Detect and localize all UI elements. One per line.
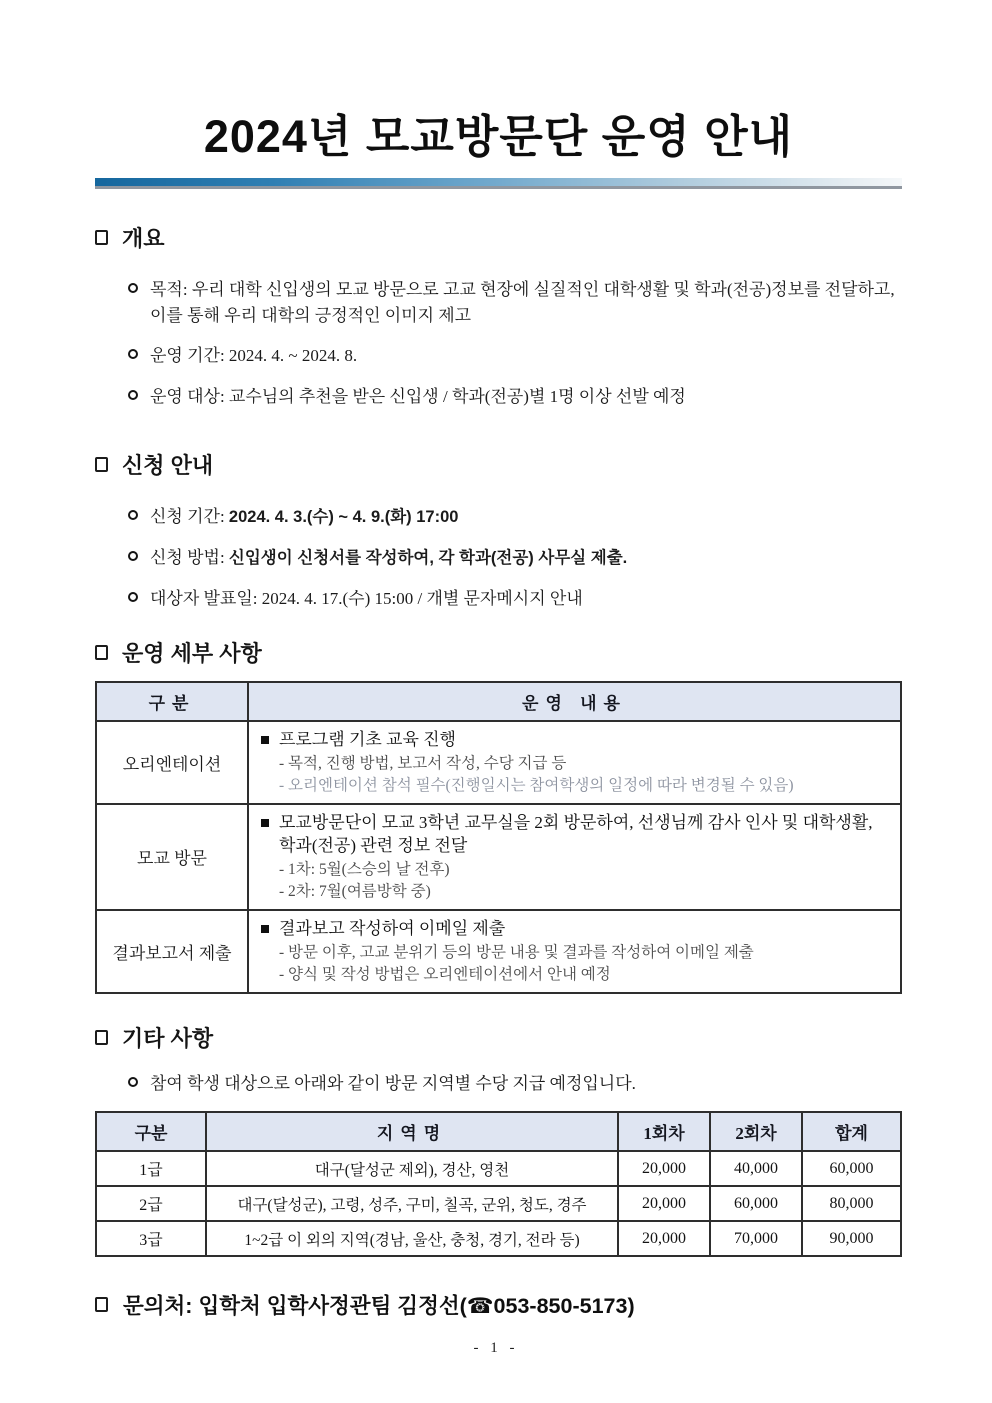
content-sub-line: - 2차: 7월(여름방학 중)	[279, 882, 431, 900]
content-main-text: 결과보고 작성하여 이메일 제출	[279, 918, 506, 938]
list-item-allowance-note	[128, 1071, 902, 1097]
list-item-announce-date	[128, 586, 902, 612]
circle-bullet-icon	[128, 510, 138, 520]
list-item-text: 대상자 발표일: 2024. 4. 17.(수) 15:00 / 개별 문자메시지 안내	[150, 588, 583, 608]
filled-square-icon	[261, 925, 269, 933]
table-row-report	[96, 910, 901, 993]
table-row-visit	[96, 804, 901, 910]
cell-contents	[248, 910, 901, 993]
content-main-text: 모교방문단이 모교 3학년 교무실을 2회 방문하여, 선생님께 감사 인사 및 대학생활, 학과(전공) 관련 정보 전달	[279, 812, 873, 855]
square-bullet-icon	[95, 1030, 108, 1045]
page-title: 2024년 모교방문단 운영 안내	[203, 111, 794, 162]
cell-first: 20,000	[618, 1221, 710, 1256]
document-content	[0, 100, 992, 1320]
content-main-text: 프로그램 기초 교육 진행	[279, 730, 456, 749]
table-row-grade1	[96, 1151, 901, 1186]
square-bullet-icon	[95, 230, 108, 245]
table-row-grade3	[96, 1221, 901, 1256]
section-heading-details	[95, 637, 902, 668]
list-item-target	[128, 384, 902, 410]
table-row-orientation	[96, 721, 901, 804]
title-accent-bar	[95, 178, 902, 189]
column-header-second: 2회차	[710, 1112, 802, 1151]
list-item-apply-method	[128, 545, 902, 571]
square-bullet-icon	[95, 645, 108, 660]
list-item-text	[150, 504, 458, 530]
cell-second: 70,000	[710, 1221, 802, 1256]
content-sub-line: - 오리엔테이션 참석 필수(진행일시는 참여학생의 일정에 따라 변경될 수 있음)	[279, 776, 794, 794]
cell-grade: 2급	[96, 1186, 206, 1221]
list-item-emphasis: 신입생이 신청서를 작성하여, 각 학과(전공) 사무실 제출.	[228, 548, 628, 567]
list-item-emphasis: 2024. 4. 3.(수) ~ 4. 9.(화) 17:00	[228, 508, 459, 526]
table-header-row	[96, 682, 901, 721]
cell-second: 60,000	[710, 1186, 802, 1221]
cell-region: 대구(달성군 제외), 경산, 영천	[206, 1151, 618, 1186]
section-heading-label: 운영 세부 사항	[122, 641, 262, 666]
contact-line	[95, 1289, 902, 1320]
list-item-period	[128, 343, 902, 369]
circle-bullet-icon	[128, 390, 138, 400]
content-sub-line: - 양식 및 작성 방법은 오리엔테이션에서 안내 예정	[279, 965, 611, 983]
cell-contents	[248, 721, 901, 804]
cell-first: 20,000	[618, 1186, 710, 1221]
table-row-grade2	[96, 1186, 901, 1221]
list-item-text: 참여 학생 대상으로 아래와 같이 방문 지역별 수당 지급 예정입니다.	[150, 1073, 636, 1093]
list-item-text: 운영 대상: 교수님의 추천을 받은 신입생 / 학과(전공)별 1명 이상 선발 예정	[150, 386, 686, 406]
column-header-total: 합계	[802, 1112, 901, 1151]
list-item-text: 목적: 우리 대학 신입생의 모교 방문으로 고교 현장에 실질적인 대학생활 및 학과(전공)정보를 전달하고, 이를 통해 우리 대학의 긍정적인 이미지 제고	[150, 280, 895, 325]
content-sub-line: - 1차: 5월(스승의 날 전후)	[279, 860, 450, 878]
list-item-text	[150, 545, 627, 571]
section-heading-label: 신청 안내	[122, 453, 214, 478]
allowance-table	[95, 1111, 902, 1257]
cell-total: 60,000	[802, 1151, 901, 1186]
section-heading-etc	[95, 1022, 902, 1053]
content-main-line	[261, 729, 888, 752]
cell-category: 모교 방문	[96, 804, 248, 910]
cell-total: 80,000	[802, 1186, 901, 1221]
content-sub-line: - 방문 이후, 고교 분위기 등의 방문 내용 및 결과를 작성하여 이메일 제출	[279, 943, 754, 961]
details-table	[95, 681, 902, 994]
page-number: - 1 -	[473, 1340, 519, 1356]
filled-square-icon	[261, 819, 269, 827]
circle-bullet-icon	[128, 283, 138, 293]
contact-text: 문의처: 입학처 입학사정관팀 김정선(☎053-850-5173)	[123, 1294, 635, 1319]
cell-category: 결과보고서 제출	[96, 910, 248, 993]
table-header-row	[96, 1112, 901, 1151]
content-main-line	[261, 812, 888, 858]
cell-contents	[248, 804, 901, 910]
column-header-category: 구분	[96, 682, 248, 721]
section-heading-label: 기타 사항	[122, 1025, 214, 1051]
circle-bullet-icon	[128, 1077, 138, 1087]
list-item-label: 신청 방법:	[150, 547, 229, 567]
section-heading-apply	[95, 449, 902, 480]
cell-region: 대구(달성군), 고령, 성주, 구미, 칠곡, 군위, 청도, 경주	[206, 1186, 618, 1221]
square-bullet-icon	[95, 457, 108, 472]
cell-second: 40,000	[710, 1151, 802, 1186]
cell-first: 20,000	[618, 1151, 710, 1186]
list-item-label: 신청 기간:	[150, 507, 229, 526]
column-header-first: 1회차	[618, 1112, 710, 1151]
circle-bullet-icon	[128, 551, 138, 561]
column-header-contents: 운영 내용	[248, 682, 901, 721]
list-item-purpose	[128, 277, 902, 328]
cell-total: 90,000	[802, 1221, 901, 1256]
cell-grade: 3급	[96, 1221, 206, 1256]
circle-bullet-icon	[128, 349, 138, 359]
list-item-text: 운영 기간: 2024. 4. ~ 2024. 8.	[150, 346, 358, 365]
column-header-grade: 구분	[96, 1112, 206, 1151]
section-heading-label: 개요	[122, 226, 165, 251]
circle-bullet-icon	[128, 592, 138, 602]
cell-category: 오리엔테이션	[96, 721, 248, 804]
content-sub-line: - 목적, 진행 방법, 보고서 작성, 수당 지급 등	[279, 754, 567, 772]
content-main-line	[261, 918, 888, 941]
cell-grade: 1급	[96, 1151, 206, 1186]
list-item-apply-period	[128, 504, 902, 530]
square-bullet-icon	[95, 1297, 108, 1312]
filled-square-icon	[261, 736, 269, 744]
column-header-region: 지역명	[206, 1112, 618, 1151]
section-heading-overview	[95, 222, 902, 253]
cell-region: 1~2급 이 외의 지역(경남, 울산, 충청, 경기, 전라 등)	[206, 1221, 618, 1256]
